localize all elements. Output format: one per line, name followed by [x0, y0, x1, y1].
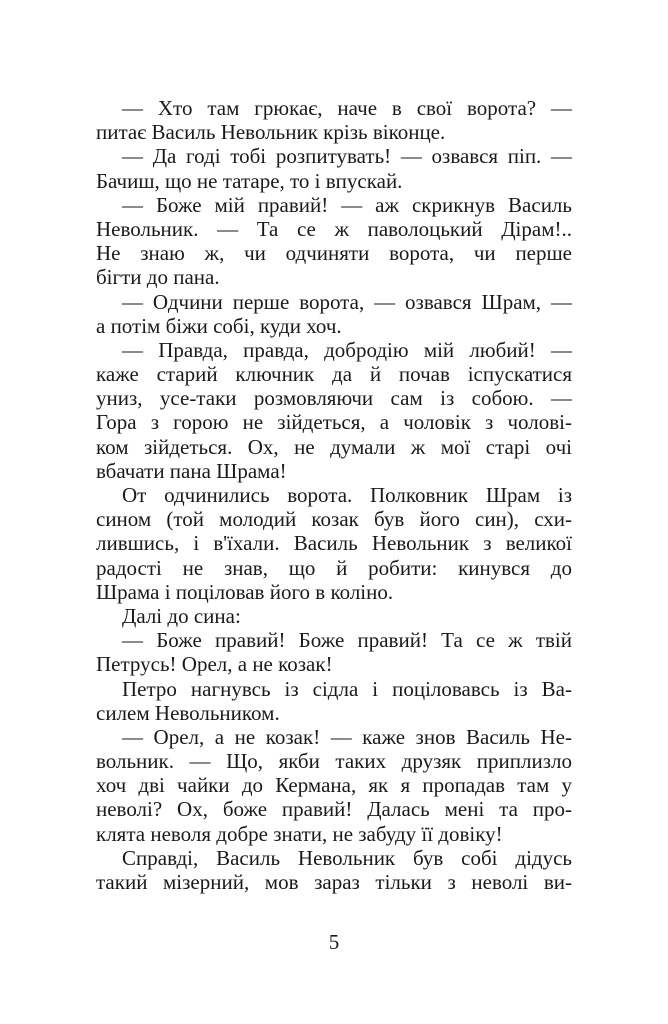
text-line: а потім біжи собі, куди хоч. [96, 313, 342, 338]
text-line: От одчинились ворота. Полковник Шрам із [122, 483, 572, 507]
paragraph [96, 144, 572, 192]
text-line: Не знаю ж, чи одчиняти ворота, чи перше [96, 241, 572, 266]
page-text [96, 96, 572, 894]
paragraph [96, 483, 572, 604]
paragraph [96, 338, 572, 483]
text-line: бігти до пана. [96, 265, 220, 290]
text-line: — Боже правий! Боже правий! Та се ж твій [122, 628, 572, 653]
paragraph [96, 604, 572, 628]
text-line: Далі до сина: [122, 603, 241, 628]
text-line: клята неволя добре знати, не забуду її довіку! [96, 821, 503, 846]
text-line: униз, усе-таки розмовляючи сам із собою. — [96, 386, 572, 411]
text-line: — Хто там грюкає, наче в свої ворота? — [122, 96, 572, 120]
text-line: питає Василь Невольник крізь віконце. [96, 120, 446, 145]
paragraph [96, 846, 572, 894]
text-line: — Да годі тобі розпитувать! — озвався піп. — [122, 144, 572, 169]
text-line: вольник. — Що, якби таких друзяк приплизло [96, 749, 572, 774]
paragraph [96, 96, 572, 144]
text-line: Шрама і поціловав його в коліно. [96, 579, 394, 604]
paragraph [96, 193, 572, 290]
text-line: Бачиш, що не татаре, то і впускай. [96, 168, 403, 193]
text-line: Гора з горою не зійдеться, а чоловік з чолові- [96, 410, 572, 435]
text-line: Невольник. — Та се ж паволоцький Дірам!.. [96, 216, 572, 241]
paragraph [96, 677, 572, 725]
text-line: вбачати пана Шрама! [96, 458, 287, 483]
text-line: силем Невольником. [96, 700, 280, 725]
text-line: лившись, і в'їхали. Василь Невольник з великої [96, 531, 572, 556]
page-number: 5 [328, 930, 340, 954]
text-line: — Орел, а не козак! — каже знов Василь Не- [122, 724, 572, 749]
text-line: каже старий ключник да й почав іспускатися [96, 362, 572, 387]
text-line: — Одчини перше ворота, — озвався Шрам, — [122, 289, 572, 314]
paragraph [96, 290, 572, 338]
text-line: Петрусь! Орел, а не козак! [96, 652, 333, 677]
text-line: такий мізерний, мов зараз тільки з неволі ви- [96, 870, 572, 894]
text-line: Петро нагнувсь із сідла і поціловавсь із Ва- [122, 676, 572, 701]
text-line: ком зійдеться. Ох, не думали ж мої старі очі [96, 434, 572, 459]
text-line: Справді, Василь Невольник був собі дідусь [122, 845, 572, 870]
text-line: неволі? Ох, боже правий! Далась мені та про- [96, 797, 572, 822]
text-line: хоч дві чайки до Кермана, як я пропадав там у [96, 773, 572, 798]
text-line: радості не знав, що й робити: кинувся до [96, 555, 572, 580]
paragraph [96, 628, 572, 676]
text-line: — Правда, правда, добродію мій любий! — [122, 337, 572, 362]
text-line: сином (той молодий козак був його син), схи- [96, 507, 572, 532]
paragraph [96, 725, 572, 846]
text-line: — Боже мій правий! — аж скрикнув Василь [122, 192, 572, 217]
